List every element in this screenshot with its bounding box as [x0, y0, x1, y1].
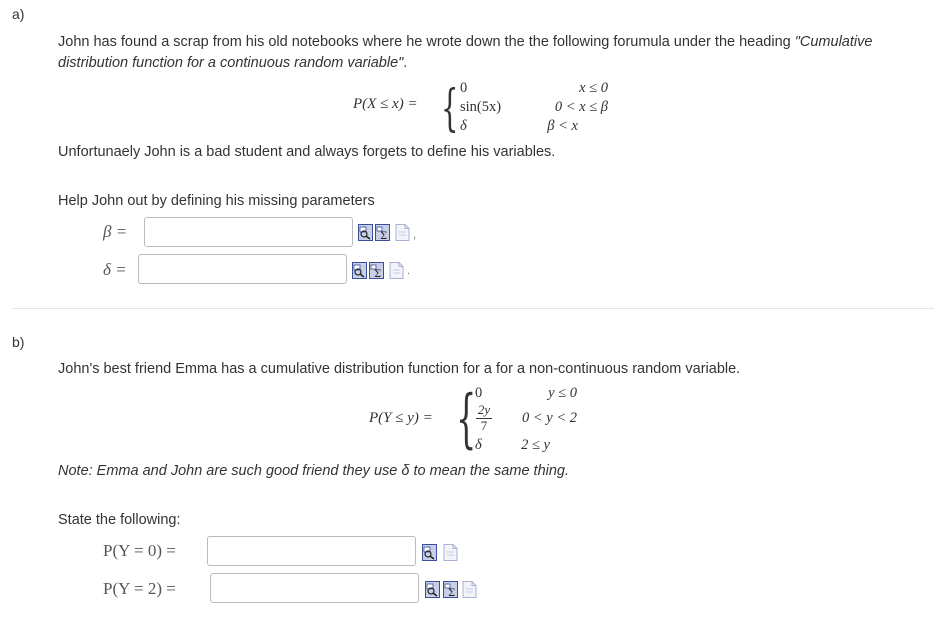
- case-condition: x ≤ 0: [579, 80, 608, 96]
- py0-input[interactable]: [207, 536, 416, 566]
- case-value: 0: [460, 80, 468, 96]
- beta-suffix: ,: [413, 229, 417, 241]
- py2-input[interactable]: [210, 573, 419, 603]
- delta-suffix: .: [407, 265, 411, 277]
- svg-text:Σ: Σ: [448, 588, 456, 598]
- case-condition: β < x: [547, 118, 578, 134]
- help-document-icon[interactable]: [443, 544, 458, 561]
- part-a-intro-text: John has found a scrap from his old notebooks where he wrote down the the following forumula under the heading: [58, 34, 795, 50]
- equation-editor-icon[interactable]: [369, 262, 384, 279]
- delta-input[interactable]: [138, 254, 347, 284]
- delta-label: δ =: [103, 260, 127, 279]
- preview-icon[interactable]: [352, 262, 367, 279]
- part-b-formula-lhs: P(Y ≤ y) =: [369, 410, 433, 426]
- part-b-intro: John's best friend Emma has a cumulative distribution function for a for a non-continuous random variable.: [58, 361, 741, 377]
- part-a-prompt: Help John out by defining his missing parameters: [58, 193, 375, 209]
- case-value: 0: [475, 385, 483, 401]
- fraction-numerator: 2y: [477, 402, 491, 417]
- part-a-case-3: [460, 118, 578, 135]
- part-b-brace: {: [456, 382, 477, 456]
- part-b-label: b): [12, 334, 25, 350]
- part-a-intro-quote-1: "Cumulative: [794, 34, 873, 50]
- part-a-intro-period: .: [403, 55, 408, 71]
- part-a-case-1: [460, 80, 608, 97]
- equation-editor-icon[interactable]: [375, 224, 390, 241]
- beta-input[interactable]: [144, 217, 353, 247]
- part-a-brace: {: [441, 79, 459, 137]
- case-value: sin(5x): [460, 99, 502, 115]
- section-divider: [12, 308, 934, 309]
- case-condition: 0 < y < 2: [521, 410, 577, 426]
- preview-icon[interactable]: [358, 224, 373, 241]
- part-a-remark: Unfortunaely John is a bad student and always forgets to define his variables.: [58, 144, 556, 160]
- beta-label: β =: [103, 222, 128, 241]
- part-a-label: a): [12, 6, 25, 22]
- part-a-intro-quote-2: distribution function for a continuous random variable": [58, 55, 404, 71]
- part-a-formula-lhs: P(X ≤ x) =: [353, 96, 418, 112]
- py2-label: P(Y = 2) =: [103, 579, 176, 598]
- svg-text:Σ: Σ: [374, 269, 382, 279]
- help-document-icon[interactable]: [389, 262, 404, 279]
- svg-text:Σ: Σ: [380, 231, 388, 241]
- case-condition: y ≤ 0: [548, 385, 577, 401]
- preview-icon[interactable]: [422, 544, 437, 561]
- case-value: δ: [475, 437, 482, 453]
- preview-icon[interactable]: [425, 581, 440, 598]
- part-b-note: Note: Emma and John are such good friend they use δ to mean the same thing.: [58, 463, 570, 479]
- py0-label: P(Y = 0) =: [103, 541, 176, 560]
- case-value: δ: [460, 118, 467, 134]
- case-condition: 0 < x ≤ β: [554, 99, 608, 115]
- help-document-icon[interactable]: [395, 224, 410, 241]
- part-b-case-1: [475, 385, 577, 402]
- case-condition: 2 ≤ y: [521, 437, 550, 453]
- equation-editor-icon[interactable]: [443, 581, 458, 598]
- part-b-case-2: [475, 402, 577, 436]
- part-b-prompt: State the following:: [58, 512, 181, 528]
- part-a-intro: [58, 32, 933, 74]
- part-b-case-3: [475, 437, 550, 454]
- part-a-case-2: [460, 99, 608, 116]
- help-document-icon[interactable]: [462, 581, 477, 598]
- fraction-denominator: 7: [480, 418, 488, 433]
